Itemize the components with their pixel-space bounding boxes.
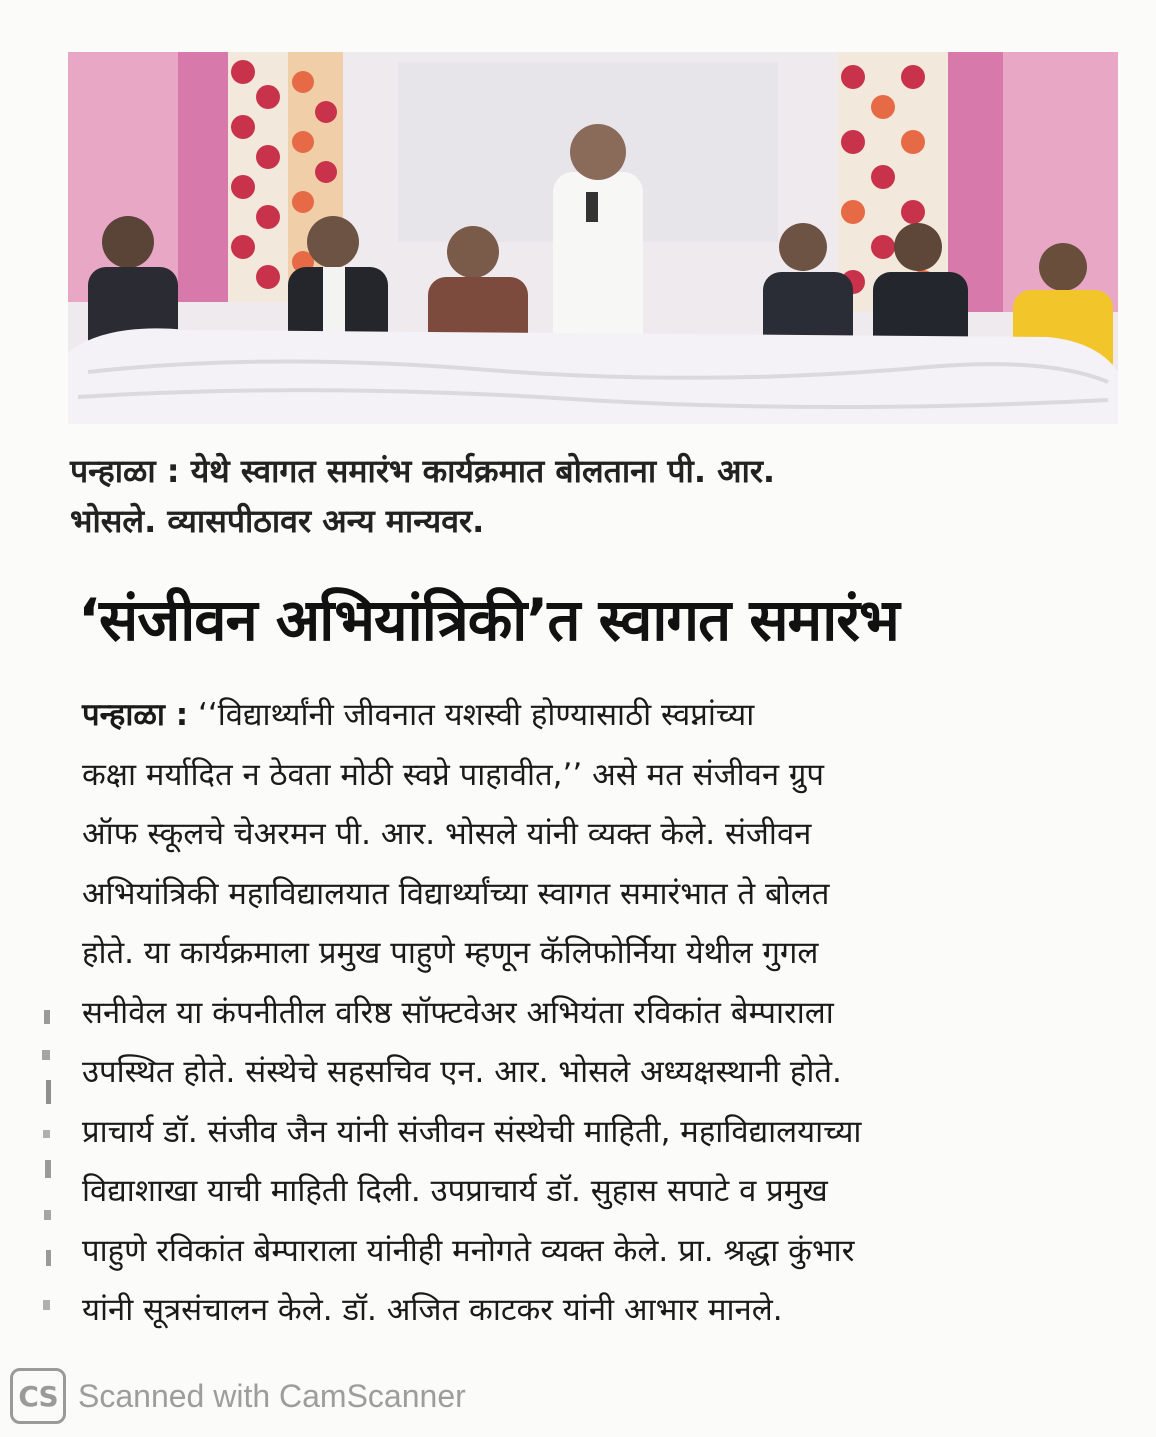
camscanner-watermark [10,1368,466,1424]
caption-line-1: येथे स्वागत समारंभ कार्यक्रमात बोलताना पी. आर. [179,452,776,490]
article-line-9: विद्याशाखा याची माहिती दिली. उपप्राचार्य डॉ. सुहास सपाटे व प्रमुख [82,1173,828,1209]
photo-caption [70,446,1120,546]
article-line-3: ऑफ स्कूलचे चेअरमन पी. आर. भोसले यांनी व्यक्त केले. संजीवन [82,816,812,852]
article-line-text: ‘‘विद्यार्थ्यांनी जीवनात यशस्वी होण्यासाठी स्वप्नांच्या [188,697,755,733]
article-line-11: यांनी सूत्रसंचालन केले. डॉ. अजित काटकर यांनी आभार मानले. [82,1292,783,1328]
article-line-7: उपस्थित होते. संस्थेचे सहसचिव एन. आर. भोसले अध्यक्षस्थानी होते. [82,1054,842,1090]
caption-place: पन्हाळा : [70,452,180,490]
stage-photo-illustration [68,52,1118,424]
article-line-1 [82,686,1142,746]
article-line-10: पाहुणे रविकांत बेम्पाराला यांनीही मनोगते व्यक्त केले. प्रा. श्रद्धा कुंभार [82,1232,855,1269]
caption-line-2: भोसले. व्यासपीठावर अन्य मान्यवर. [70,502,485,540]
news-photo [68,52,1118,424]
camscanner-label: Scanned with CamScanner [78,1377,466,1414]
article-line-5: होते. या कार्यक्रमाला प्रमुख पाहुणे म्हणून कॅलिफोर्निया येथील गुगल [82,935,819,971]
article-line-4: अभियांत्रिकी महाविद्यालयात विद्यार्थ्यांच्या स्वागत समारंभात ते बोलत [82,875,830,912]
article-headline: ‘संजीवन अभियांत्रिकी’त स्वागत समारंभ [78,586,899,654]
article-line-2: कक्षा मर्यादित न ठेवता मोठी स्वप्ने पाहावीत,’’ असे मत संजीवन ग्रुप [82,756,824,793]
article-line-8: प्राचार्य डॉ. संजीव जैन यांनी संजीवन संस्थेची माहिती, महाविद्यालयाच्या [82,1113,862,1150]
article-body [82,686,1142,1341]
article-line-6: सनीवेल या कंपनीतील वरिष्ठ सॉफ्टवेअर अभियंता रविकांत बेम्पाराला [82,994,834,1031]
scan-edge-noise [40,1010,70,1350]
camscanner-logo-icon: CS [10,1368,66,1424]
article-place: पन्हाळा : [82,697,189,733]
